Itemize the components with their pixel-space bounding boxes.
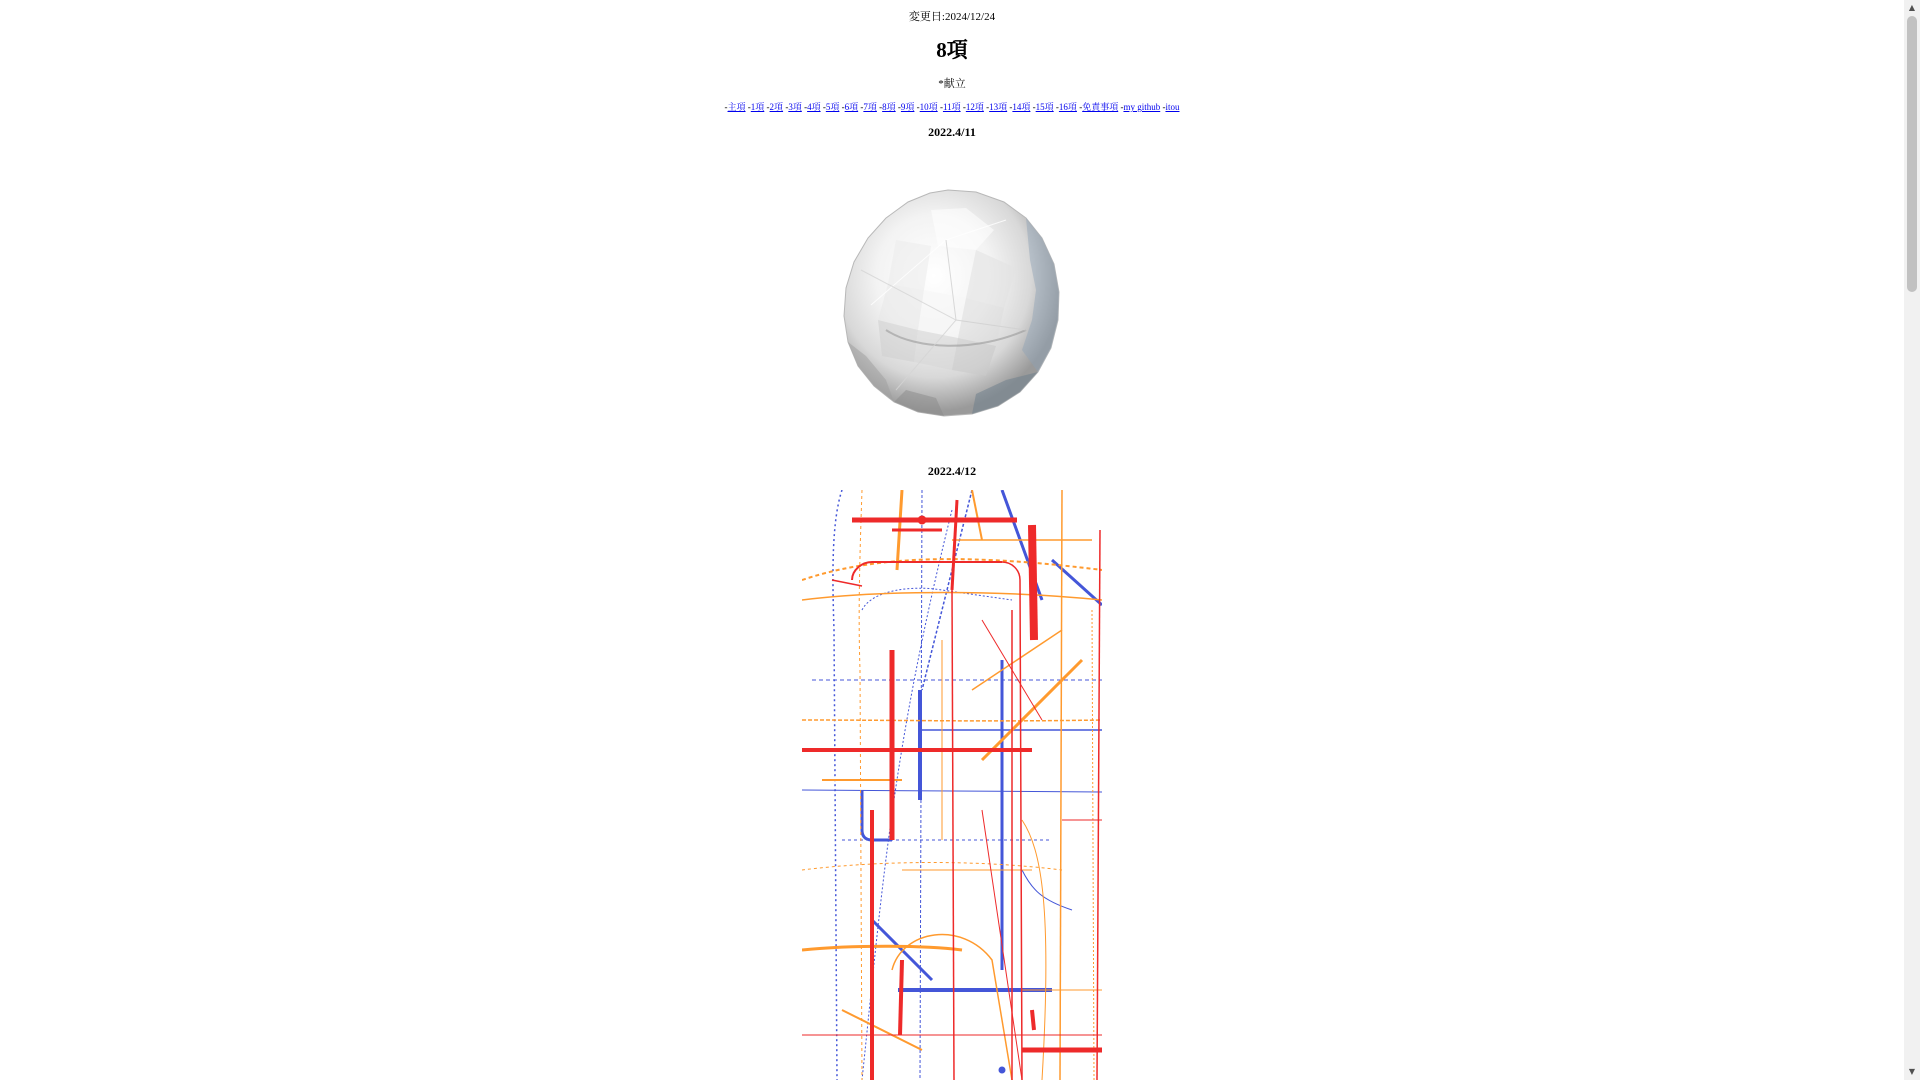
nav-link-3[interactable]: 3項 — [788, 102, 802, 112]
nav-separator: - — [962, 102, 966, 112]
nav-separator: - — [860, 102, 864, 112]
nav-separator: - — [1120, 102, 1124, 112]
nav-link-disclaimer[interactable]: 免責事項 — [1082, 102, 1119, 112]
nav-separator: - — [879, 102, 883, 112]
scroll-up-arrow-icon[interactable]: ▲ — [1908, 3, 1916, 12]
nav-separator: - — [766, 102, 770, 112]
nav-separator: - — [841, 102, 845, 112]
nav-link-github[interactable]: my github — [1123, 102, 1161, 112]
scroll-down-arrow-icon[interactable]: ▼ — [1908, 1067, 1916, 1076]
nav-link-6[interactable]: 6項 — [844, 102, 859, 112]
nav-link-16[interactable]: 16項 — [1058, 102, 1077, 112]
nav-separator: - — [916, 102, 920, 112]
nav-separator: - — [897, 102, 901, 112]
nav-separator: - — [724, 102, 728, 112]
nav-link-7[interactable]: 7項 — [863, 102, 877, 112]
nav-separator: - — [1009, 102, 1013, 112]
section-date-1: 2022.4/11 — [928, 125, 976, 139]
line-art-canvas — [802, 490, 1102, 1080]
nav-link-14[interactable]: 14項 — [1012, 102, 1031, 112]
nav-link-8[interactable]: 8項 — [882, 102, 896, 112]
nav-separator: - — [1079, 102, 1083, 112]
updated-date: 変更日:2024/12/24 — [908, 11, 996, 23]
nav-separator: - — [1032, 102, 1036, 112]
sphere-render — [826, 180, 1076, 430]
nav-separator: - — [785, 102, 789, 112]
nav-link-13[interactable]: 13項 — [989, 102, 1008, 112]
nav-separator: - — [747, 102, 751, 112]
nav-link-main[interactable]: 主項 — [727, 102, 746, 112]
nav-link-12[interactable]: 12項 — [965, 102, 984, 112]
scroll-thumb[interactable] — [1907, 16, 1917, 292]
nav-links — [0, 101, 1904, 113]
page-title: 8項 — [936, 38, 968, 62]
nav-link-2[interactable]: 2項 — [769, 102, 784, 112]
vertical-scrollbar[interactable] — [1904, 0, 1920, 1080]
nav-link-9[interactable]: 9項 — [900, 102, 915, 112]
dedication-text: *献立 — [938, 78, 966, 90]
nav-link-11[interactable]: 11項 — [942, 102, 961, 112]
section-date-2: 2022.4/12 — [927, 464, 977, 478]
nav-separator: - — [986, 102, 990, 112]
nav-separator: - — [1162, 102, 1166, 112]
nav-link-1[interactable]: 1項 — [750, 102, 765, 112]
nav-link-4[interactable]: 4項 — [807, 102, 821, 112]
nav-separator: - — [1055, 102, 1059, 112]
nav-link-itou[interactable]: itou — [1165, 102, 1180, 112]
nav-link-15[interactable]: 15項 — [1035, 102, 1054, 112]
nav-link-5[interactable]: 5項 — [825, 102, 840, 112]
nav-link-10[interactable]: 10項 — [919, 102, 938, 112]
nav-separator: - — [939, 102, 943, 112]
nav-separator: - — [804, 102, 808, 112]
nav-separator: - — [822, 102, 826, 112]
